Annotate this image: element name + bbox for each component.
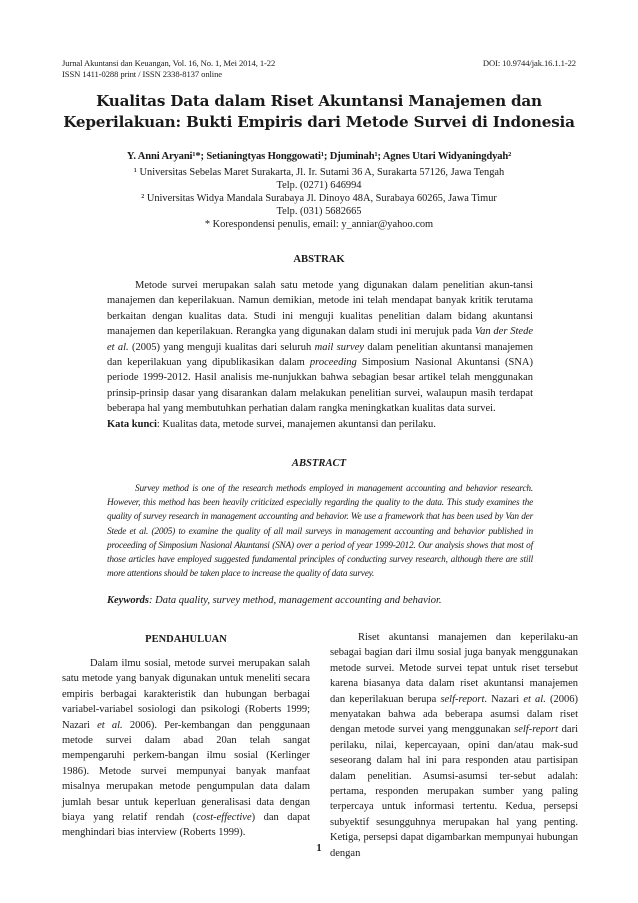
keywords — [107, 595, 533, 606]
title-line-2: Keperilakuan: Bukti Empiris dari Metode Survei di Indonesia — [63, 113, 575, 131]
journal-citation: Jurnal Akuntansi dan Keuangan, Vol. 16, No. 1, Mei 2014, 1-22 — [62, 58, 276, 68]
abstrak-heading: ABSTRAK — [293, 254, 345, 265]
pendahuluan-et-al: et al. — [97, 719, 123, 731]
pendahuluan-heading: PENDAHULUAN — [145, 634, 227, 645]
title-line-1: Kualitas Data dalam Riset Akuntansi Manajemen dan — [96, 92, 542, 110]
abstract-body: Survey method is one of the research methods employed in management accounting and behavior research. However, this method has been heavily criticized especially regarding the quality to the data. This study examines the quality of survey research in management accounting and behavior. We use a framework that has been used by Van der Stede et al. (2005) to examine the quality of all mail surveys in management accounting and behavior published in proceeding of Simposium Nasional Akuntansi (SNA) over a period of year 1999-2012. Our analysis shows that most of those articles have employed suggested fundamental principles of conducting survey research, although there are still more attentions should be taken place to increase the quality of data survey. — [107, 484, 533, 580]
abstrak-text-c: dalam penelitian akuntansi manajemen dan keperilakuan yang dipublikasikan dalam — [107, 341, 533, 369]
right-self-report-1: self-report — [440, 693, 485, 705]
kata-kunci — [107, 419, 533, 430]
affiliation-2: ² Universitas Widya Mandala Surabaya Jl. Dinoyo 48A, Surabaya 60265, Jawa Timur — [141, 193, 497, 204]
pendahuluan-text-b: 2006). Per-kembangan dan penggunaan metode survei dalam abad 20an telah sangat mempengaruhi perkem-bangan ilmu sosial (Kerlinger 1986). Metode survei mempunyai banyak manfaat misalnya merupakan metode pengumpulan data dalam jumlah besar untuk keperluan generalisasi data dengan biaya yang relatif rendah ( — [62, 719, 310, 824]
right-text-b: . Nazari — [484, 693, 524, 705]
right-text-a: Riset akuntansi manajemen dan keperilaku-an sebagai bagian dari ilmu sosial juga banyak menggunakan metode survei. Metode survei tepat untuk riset tersebut karena biasanya data dalam riset akuntansi manajemen dan keperilakuan berupa — [330, 632, 578, 705]
abstrak-ref-authors: Van der Stede et al. — [107, 326, 533, 353]
pendahuluan-cost-effective: cost-effective — [196, 812, 252, 824]
affiliation-1: ¹ Universitas Sebelas Maret Surakarta, Jl. Ir. Sutami 36 A, Surakarta 57126, Jawa Tengah — [133, 167, 505, 178]
keywords-label: Keywords — [107, 595, 149, 606]
abstrak-body — [107, 278, 533, 417]
right-column-paragraph — [330, 630, 578, 861]
doi-line[interactable]: DOI: 10.9744/jak.16.1.1-22 — [482, 58, 576, 68]
right-et-al: et al. — [523, 693, 546, 705]
abstrak-text-a: Metode survei merupakan salah satu metode yang digunakan dalam penelitian akun-tansi manajemen dan keperilakuan. Namun demikian, metode ini telah mendapat banyak kritik terutama berkaitan dengan kualitas data. Studi ini menguji kualitas penelitian dalam bidang akuntansi manajemen dan keperilakuan. Rerangka yang digunakan dalam studi ini merujuk pada — [107, 280, 533, 338]
kata-kunci-text: : Kualitas data, metode survei, manajemen akuntansi dan perilaku. — [156, 419, 436, 430]
right-text-c: (2006) menyatakan bahwa ada beberapa asumsi dalam riset dengan metode survei yang menggunakan — [330, 693, 578, 736]
left-column — [62, 634, 310, 841]
running-header-left — [62, 58, 275, 80]
abstrak-mail-survey: mail survey — [314, 341, 365, 353]
page-number: 1 — [316, 843, 322, 854]
issn-line: ISSN 1411-0288 print / ISSN 2338-8137 online — [62, 69, 222, 79]
author-list: Y. Anni Aryani¹*; Setianingtyas Honggowati¹; Djuminah¹; Agnes Utari Widyaningdyah² — [126, 151, 512, 162]
pendahuluan-text-c: ) dan dapat menghindari bias interview (Roberts 1999). — [62, 812, 310, 839]
correspondence-email[interactable]: * Korespondensi penulis, email: y_anniar@yahoo.com — [204, 219, 434, 230]
abstrak-proceeding: proceeding — [309, 357, 357, 369]
abstract-heading: ABSTRACT — [291, 458, 347, 469]
right-column — [330, 630, 578, 861]
abstrak-text-b: (2005) yang menguji kualitas dari seluruh — [128, 341, 315, 353]
right-self-report-2: self-report — [514, 724, 559, 736]
pendahuluan-text-a: Dalam ilmu sosial, metode survei merupakan salah satu metode yang banyak digunakan untuk meneliti secara empiris berbagai karakteristik dan hubungan berbagai variabel-variabel sosiologi dan psikologi (Roberts 1999; Nazari — [62, 658, 310, 731]
right-text-d: dari perilaku, nilai, kepercayaan, opini dan/atau mak-sud seseorang dalam hal ini para responden atau partisipan dalam penelitian. Asumsi-asumsi ter-sebut adalah: pertama, responden merupakan sumber yang paling terpercaya untuk informasi tertentu. Kedua, persepsi subyektif sesungguhnya merupakan hal yang penting. Ketiga, persepsi dapat digambarkan mempunyai hubungan dengan — [330, 724, 578, 859]
pendahuluan-paragraph — [62, 656, 310, 841]
keywords-text: : Data quality, survey method, management accounting and behavior. — [149, 595, 442, 606]
article-title — [40, 91, 598, 133]
affiliation-1-phone: Telp. (0271) 646994 — [276, 180, 362, 191]
abstrak-text-d: Simposium Nasional Akuntansi (SNA) periode 1999-2012. Hasil analisis me-nunjukkan bahwa sebagian besar artikel telah menggunakan prinsip-prinsip dasar yang disarankan dalam melakukan penelitian survei, walaupun masih terdapat beberapa hal yang membutuhkan perhatian dalam rangka meningkatkan kualitas data survei. — [107, 357, 533, 415]
affiliation-2-phone: Telp. (031) 5682665 — [276, 206, 362, 217]
kata-kunci-label: Kata kunci — [107, 419, 157, 430]
